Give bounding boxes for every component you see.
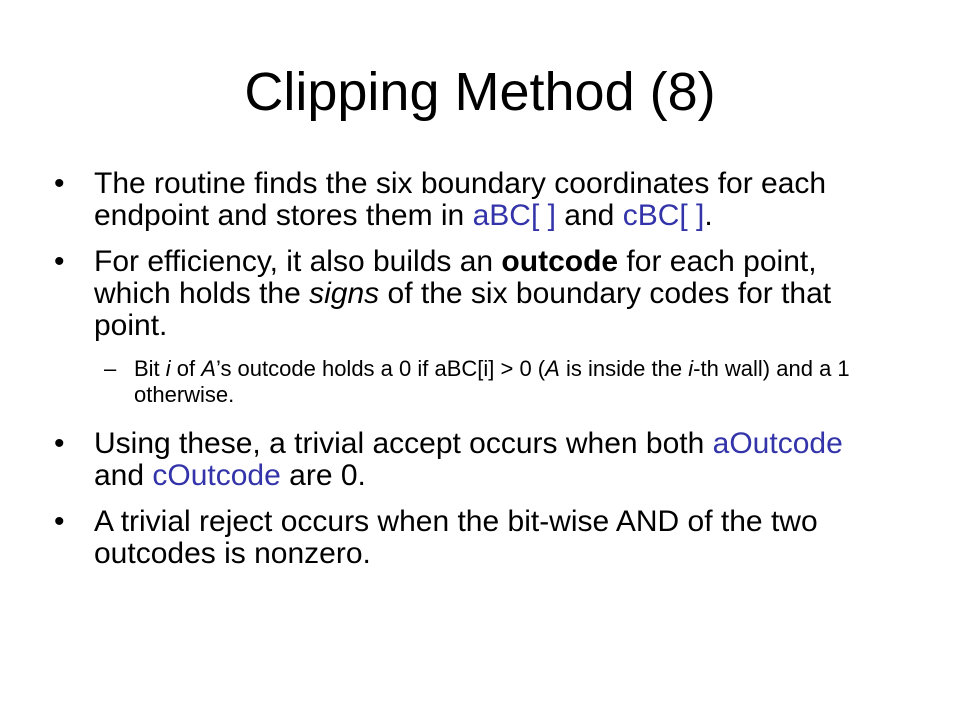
italic-term: i bbox=[165, 356, 171, 381]
sub-text: -th wall) and a 1 otherwise. bbox=[134, 356, 850, 407]
bullet-text: For efficiency, it also builds an bbox=[94, 245, 502, 278]
bullet-item bbox=[52, 506, 882, 570]
slide-title: Clipping Method (8) bbox=[244, 62, 716, 122]
sub-text: of bbox=[170, 356, 202, 381]
bullet-text: and bbox=[94, 459, 153, 492]
italic-term: A bbox=[201, 356, 216, 381]
sub-text: ’s outcode holds a 0 if aBC[i] > 0 ( bbox=[215, 356, 546, 381]
code-term: aOutcode bbox=[712, 427, 843, 460]
sub-text: is inside the bbox=[559, 356, 689, 381]
italic-term: signs bbox=[309, 277, 380, 310]
dash-mark: – bbox=[104, 356, 117, 381]
bullet-text: A trivial reject occurs when the bit-wise AND of the two outcodes is nonzero. bbox=[94, 505, 818, 570]
code-term: cOutcode bbox=[152, 459, 281, 492]
bullet-item bbox=[52, 246, 882, 342]
bullet-text: The routine finds the six boundary coordinates for each endpoint and stores them in bbox=[94, 167, 827, 232]
bullet-mark: • bbox=[54, 505, 65, 538]
italic-term: A bbox=[545, 356, 560, 381]
bullet-item bbox=[52, 428, 882, 492]
italic-term: i bbox=[688, 356, 694, 381]
bold-term: outcode bbox=[501, 245, 619, 278]
bullet-mark: • bbox=[54, 167, 65, 200]
bullet-text: Using these, a trivial accept occurs when both bbox=[94, 427, 713, 460]
bullet-text: and bbox=[555, 199, 623, 232]
bullet-item bbox=[52, 168, 882, 232]
bullet-mark: • bbox=[54, 427, 65, 460]
slide-body bbox=[52, 168, 882, 584]
bullet-text: are 0. bbox=[280, 459, 366, 492]
code-term: cBC[ ] bbox=[622, 199, 705, 232]
bullet-text: . bbox=[704, 199, 713, 232]
sub-text: Bit bbox=[134, 356, 166, 381]
sub-bullet-item bbox=[52, 356, 882, 408]
bullet-text: for each point, which holds the bbox=[94, 245, 817, 310]
bullet-mark: • bbox=[54, 245, 65, 278]
bullet-text: of the six boundary codes for that point. bbox=[94, 277, 832, 342]
code-term: aBC[ ] bbox=[472, 199, 556, 232]
